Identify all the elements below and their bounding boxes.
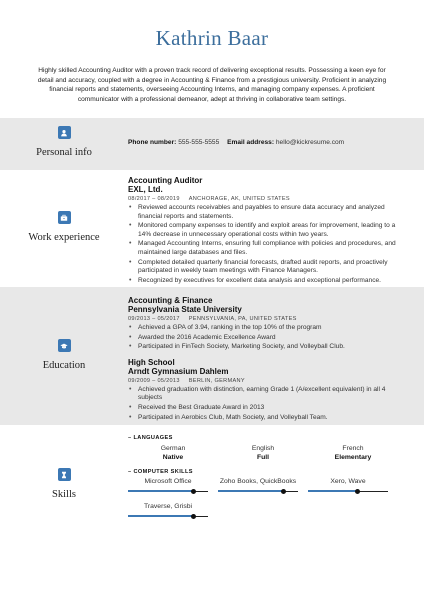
resume-name: Kathrin Baar — [155, 26, 269, 50]
skill-item — [128, 477, 218, 494]
job-dates: 08/2017 – 08/2019 — [128, 196, 180, 202]
list-item: • Monitored company expenses to identify and exploit areas for improvement, leading to a 14% decrease in unnecessary operational costs within two years. — [128, 222, 398, 239]
contact-line — [128, 138, 398, 147]
language-item — [218, 444, 308, 462]
list-item: • Participated in FinTech Society, Marketing Society, and Volleyball Club. — [128, 343, 398, 352]
email-value: hello@kickresume.com — [275, 139, 345, 146]
profile-summary: Highly skilled Accounting Auditor with a proven track record of delivering exceptional results. Possessing a keen eye for detail and accuracy, coupled with a degree in Accounting & Finance from a prestigious university. Proficient in analyzing financial reports and statements, overseeing Accounting Interns, and managing company expenses. A proficient communicator with a professional demeanor, adept at thriving in collaborative team settings. — [37, 67, 387, 103]
degree-title: High School — [128, 357, 175, 367]
language-name: English — [251, 445, 275, 452]
skills-content — [128, 434, 398, 527]
skill-item — [218, 477, 308, 494]
language-item — [128, 444, 218, 462]
school-name: Arndt Gymnasium Dahlem — [128, 366, 229, 376]
school-meta — [128, 377, 398, 385]
computer-skills-list — [128, 477, 398, 527]
school-dates: 09/2009 – 05/2013 — [128, 377, 180, 384]
work-experience-title: Work experience — [28, 232, 100, 243]
school-location: PENNSYLVANIA, PA, UNITED STATES — [188, 316, 297, 322]
languages-heading: – LANGUAGES — [128, 435, 173, 441]
personal-info-title: Personal info — [36, 147, 92, 158]
job-location: ANCHORAGE, AK, UNITED STATES — [188, 196, 290, 202]
skill-name: Microsoft Office — [144, 478, 192, 485]
skill-item — [128, 502, 218, 519]
school-bullets — [128, 324, 398, 352]
job-entry — [128, 176, 398, 286]
skill-fill — [308, 490, 358, 492]
skill-marker — [355, 489, 360, 494]
language-level: Native — [162, 454, 184, 461]
skill-fill — [218, 490, 284, 492]
school-name: Pennsylvania State University — [128, 305, 242, 314]
list-item: • Awarded the 2016 Academic Excellence Award — [128, 334, 398, 343]
hourglass-icon — [58, 468, 71, 481]
skill-marker — [191, 514, 196, 519]
languages-list — [128, 444, 398, 462]
school-meta — [128, 315, 398, 323]
list-item: • Managed Accounting Interns, ensuring full compliance with policies and procedures, and maintained large databases and files. — [128, 240, 398, 257]
education-title: Education — [42, 360, 86, 371]
skills-title: Skills — [52, 489, 76, 500]
skill-level-bar — [128, 488, 208, 494]
skill-level-bar — [218, 488, 298, 494]
language-level: Elementary — [334, 454, 372, 461]
language-name: French — [342, 445, 364, 452]
language-item — [308, 444, 398, 462]
education-entries — [128, 296, 398, 423]
education-heading — [0, 339, 128, 371]
skill-fill — [128, 515, 194, 517]
phone-label: Phone number: — [128, 139, 177, 146]
list-item: • Recognized by executives for excellent data analysis and exceptional performance. — [128, 277, 398, 286]
personal-info-heading — [0, 126, 128, 158]
job-company: EXL, Ltd. — [128, 185, 163, 194]
skill-name: Traverse, Grisbi — [143, 503, 193, 510]
graduation-cap-icon — [58, 339, 71, 352]
job-bullets — [128, 204, 398, 285]
job-meta — [128, 195, 398, 203]
skill-level-bar — [308, 488, 388, 494]
language-level: Full — [256, 454, 270, 461]
email-label: Email address: — [227, 139, 275, 146]
school-dates: 09/2013 – 05/2017 — [128, 316, 180, 322]
list-item: • Reviewed accounts receivables and payables to ensure data accuracy and analyzed financial reports and statements. — [128, 204, 398, 221]
language-name: German — [160, 445, 186, 452]
school-location: BERLIN, GERMANY — [188, 377, 245, 384]
work-experience-heading — [0, 211, 128, 243]
skill-level-bar — [128, 513, 208, 519]
briefcase-icon — [58, 211, 71, 224]
skills-section — [0, 425, 424, 555]
degree-title: Accounting & Finance — [128, 296, 213, 305]
phone-value: 555-555-5555 — [178, 139, 220, 146]
school-entry — [128, 358, 398, 422]
job-title: Accounting Auditor — [128, 176, 203, 185]
person-icon — [58, 126, 71, 139]
skill-name: Zoho Books, QuickBooks — [219, 478, 297, 485]
work-experience-section — [0, 170, 424, 287]
school-bullets — [128, 386, 398, 422]
skill-fill — [128, 490, 194, 492]
list-item: • Achieved graduation with distinction, earning Grade 1 (A/excellent equivalent) in all 4 subjects — [128, 386, 398, 403]
list-item: • Completed detailed quarterly financial forecasts, drafted audit reports, and proactively participated in weekly team meetings with Finance Managers. — [128, 259, 398, 276]
education-section — [0, 287, 424, 425]
skills-heading — [0, 468, 128, 500]
list-item: • Received the Best Graduate Award in 2013 — [128, 404, 398, 413]
skill-marker — [191, 489, 196, 494]
skill-marker — [281, 489, 286, 494]
computer-skills-heading: – COMPUTER SKILLS — [128, 469, 193, 475]
list-item: • Achieved a GPA of 3.94, ranking in the top 10% of the program — [128, 324, 398, 333]
personal-info-section — [0, 118, 424, 170]
school-entry — [128, 296, 398, 352]
list-item: • Participated in Aerobics Club, Math Society, and Volleyball Team. — [128, 414, 398, 423]
skill-item — [308, 477, 398, 494]
skill-name: Xero, Wave — [330, 478, 366, 485]
